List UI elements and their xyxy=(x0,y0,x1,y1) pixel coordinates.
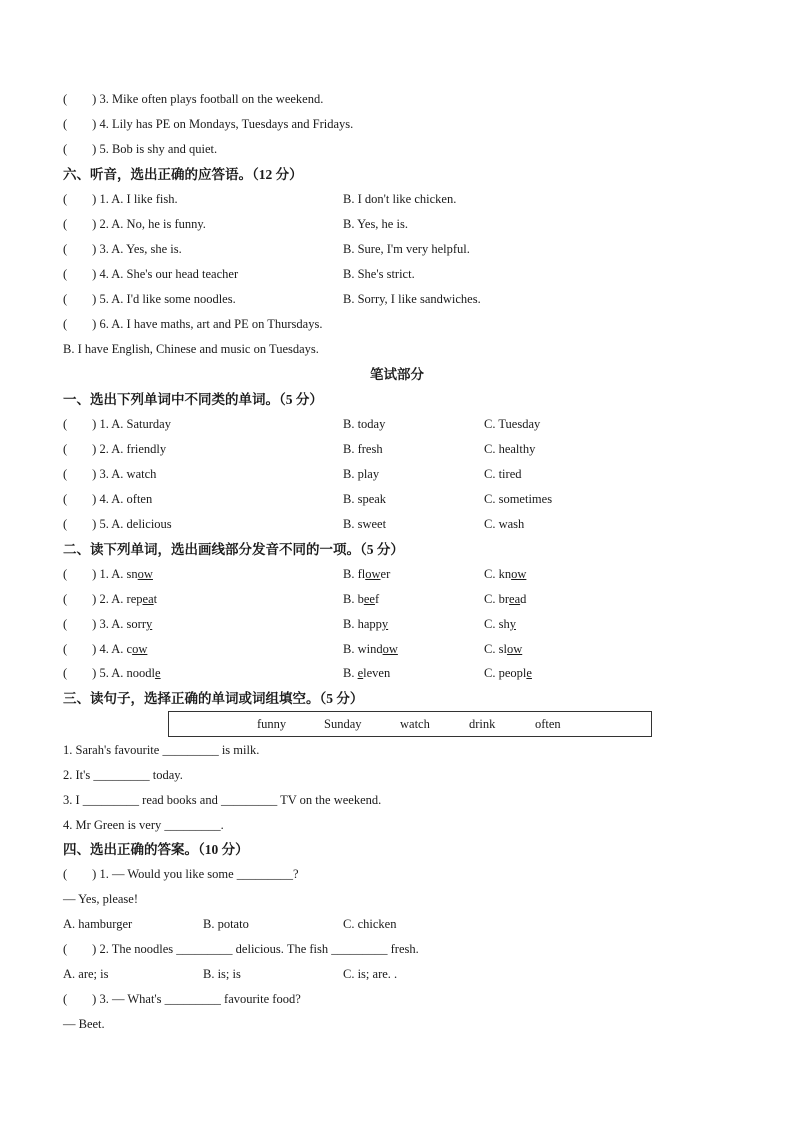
option-b: B. window xyxy=(343,642,398,656)
option-c: C. Tuesday xyxy=(484,417,541,431)
question-line xyxy=(63,212,408,237)
question-line: ( ) 2. The noodles _________ delicious. The fish _________ fresh. xyxy=(63,942,419,956)
option-a: ( ) 2. A. No, he is funny. xyxy=(63,217,206,231)
option-b: B. is; is xyxy=(203,967,241,981)
option-a: ( ) 3. A. watch xyxy=(63,467,157,481)
option-b: B. Yes, he is. xyxy=(343,217,408,231)
option-c: C. wash xyxy=(484,517,525,531)
option-b: B. flower xyxy=(343,567,391,581)
option-a: ( ) 1. A. snow xyxy=(63,567,153,581)
question-line xyxy=(63,462,522,487)
question-line: ( ) 6. A. I have maths, art and PE on Thursdays. xyxy=(63,317,323,331)
option-b: B. Sure, I'm very helpful. xyxy=(343,242,470,256)
section-heading: 四、选出正确的答案。（10 分） xyxy=(63,842,249,857)
option-a: ( ) 2. A. repeat xyxy=(63,592,158,606)
option-a: A. hamburger xyxy=(63,917,133,931)
question-line: — Yes, please! xyxy=(63,892,138,906)
fill-in-sentence: 2. It's _________ today. xyxy=(63,768,183,782)
option-a: ( ) 2. A. friendly xyxy=(63,442,167,456)
question-line xyxy=(63,562,527,587)
option-a: ( ) 4. A. She's our head teacher xyxy=(63,267,239,281)
option-a: A. are; is xyxy=(63,967,109,981)
option-c: C. slow xyxy=(484,642,523,656)
question-line: — Beet. xyxy=(63,1017,105,1031)
question-line xyxy=(63,487,553,512)
option-b: B. play xyxy=(343,467,380,481)
question-line: ( ) 3. Mike often plays football on the weekend. xyxy=(63,92,324,106)
question-line: ( ) 5. Bob is shy and quiet. xyxy=(63,142,218,156)
option-b: B. eleven xyxy=(343,666,391,680)
word-bank-item: funny xyxy=(257,717,287,731)
option-c: C. people xyxy=(484,666,532,680)
option-a: ( ) 5. A. I'd like some noodles. xyxy=(63,292,236,306)
question-line xyxy=(63,412,541,437)
word-bank-item: drink xyxy=(469,717,496,731)
question-line xyxy=(63,437,536,462)
question-line xyxy=(63,237,470,262)
option-c: C. is; are. . xyxy=(343,967,398,981)
option-a: ( ) 3. A. sorry xyxy=(63,617,153,631)
option-b: B. She's strict. xyxy=(343,267,415,281)
option-b: B. beef xyxy=(343,592,380,606)
option-a: ( ) 1. A. Saturday xyxy=(63,417,171,431)
question-line xyxy=(63,637,523,662)
option-a: ( ) 5. A. noodle xyxy=(63,666,161,680)
question-line: ( ) 3. — What's _________ favourite food? xyxy=(63,992,301,1006)
option-c: C. shy xyxy=(484,617,516,631)
section-heading: 三、读句子，选择正确的单词或词组填空。（5 分） xyxy=(63,691,364,706)
option-b: B. speak xyxy=(343,492,387,506)
question-line: B. I have English, Chinese and music on Tuesdays. xyxy=(63,342,319,356)
option-b: B. fresh xyxy=(343,442,383,456)
question-line xyxy=(63,661,532,686)
word-bank-item: often xyxy=(535,717,561,731)
fill-in-sentence: 4. Mr Green is very _________. xyxy=(63,818,224,832)
option-c: C. bread xyxy=(484,592,527,606)
answer-options xyxy=(63,962,398,987)
word-bank-item: watch xyxy=(400,717,430,731)
fill-in-sentence: 3. I _________ read books and _________ TV on the weekend. xyxy=(63,793,382,807)
option-a: ( ) 5. A. delicious xyxy=(63,517,172,531)
question-line xyxy=(63,187,457,212)
question-line: ( ) 4. Lily has PE on Mondays, Tuesdays and Fridays. xyxy=(63,117,354,131)
option-a: ( ) 4. A. often xyxy=(63,492,153,506)
section-heading: 六、听音，选出正确的应答语。（12 分） xyxy=(63,167,303,182)
question-line: ( ) 1. — Would you like some _________? xyxy=(63,867,299,881)
option-a: ( ) 1. A. I like fish. xyxy=(63,192,178,206)
answer-options xyxy=(63,912,397,937)
option-b: B. Sorry, I like sandwiches. xyxy=(343,292,481,306)
option-b: B. sweet xyxy=(343,517,387,531)
option-b: B. today xyxy=(343,417,386,431)
option-c: C. know xyxy=(484,567,527,581)
question-line xyxy=(63,287,481,312)
section-heading: 二、读下列单词，选出画线部分发音不同的一项。（5 分） xyxy=(63,542,404,557)
part-title: 笔试部分 xyxy=(370,367,424,382)
option-a: ( ) 4. A. cow xyxy=(63,642,148,656)
option-b: B. potato xyxy=(203,917,249,931)
option-c: C. chicken xyxy=(343,917,397,931)
fill-in-sentence: 1. Sarah's favourite _________ is milk. xyxy=(63,743,260,757)
option-c: C. tired xyxy=(484,467,522,481)
option-c: C. sometimes xyxy=(484,492,553,506)
word-bank-item: Sunday xyxy=(324,717,362,731)
question-line xyxy=(63,512,525,537)
question-line xyxy=(63,587,527,612)
question-line xyxy=(63,612,516,637)
word-bank-box xyxy=(168,711,652,737)
option-b: B. happy xyxy=(343,617,389,631)
option-b: B. I don't like chicken. xyxy=(343,192,457,206)
option-a: ( ) 3. A. Yes, she is. xyxy=(63,242,182,256)
question-line xyxy=(63,262,415,287)
option-c: C. healthy xyxy=(484,442,536,456)
section-heading: 一、选出下列单词中不同类的单词。（5 分） xyxy=(63,392,323,407)
